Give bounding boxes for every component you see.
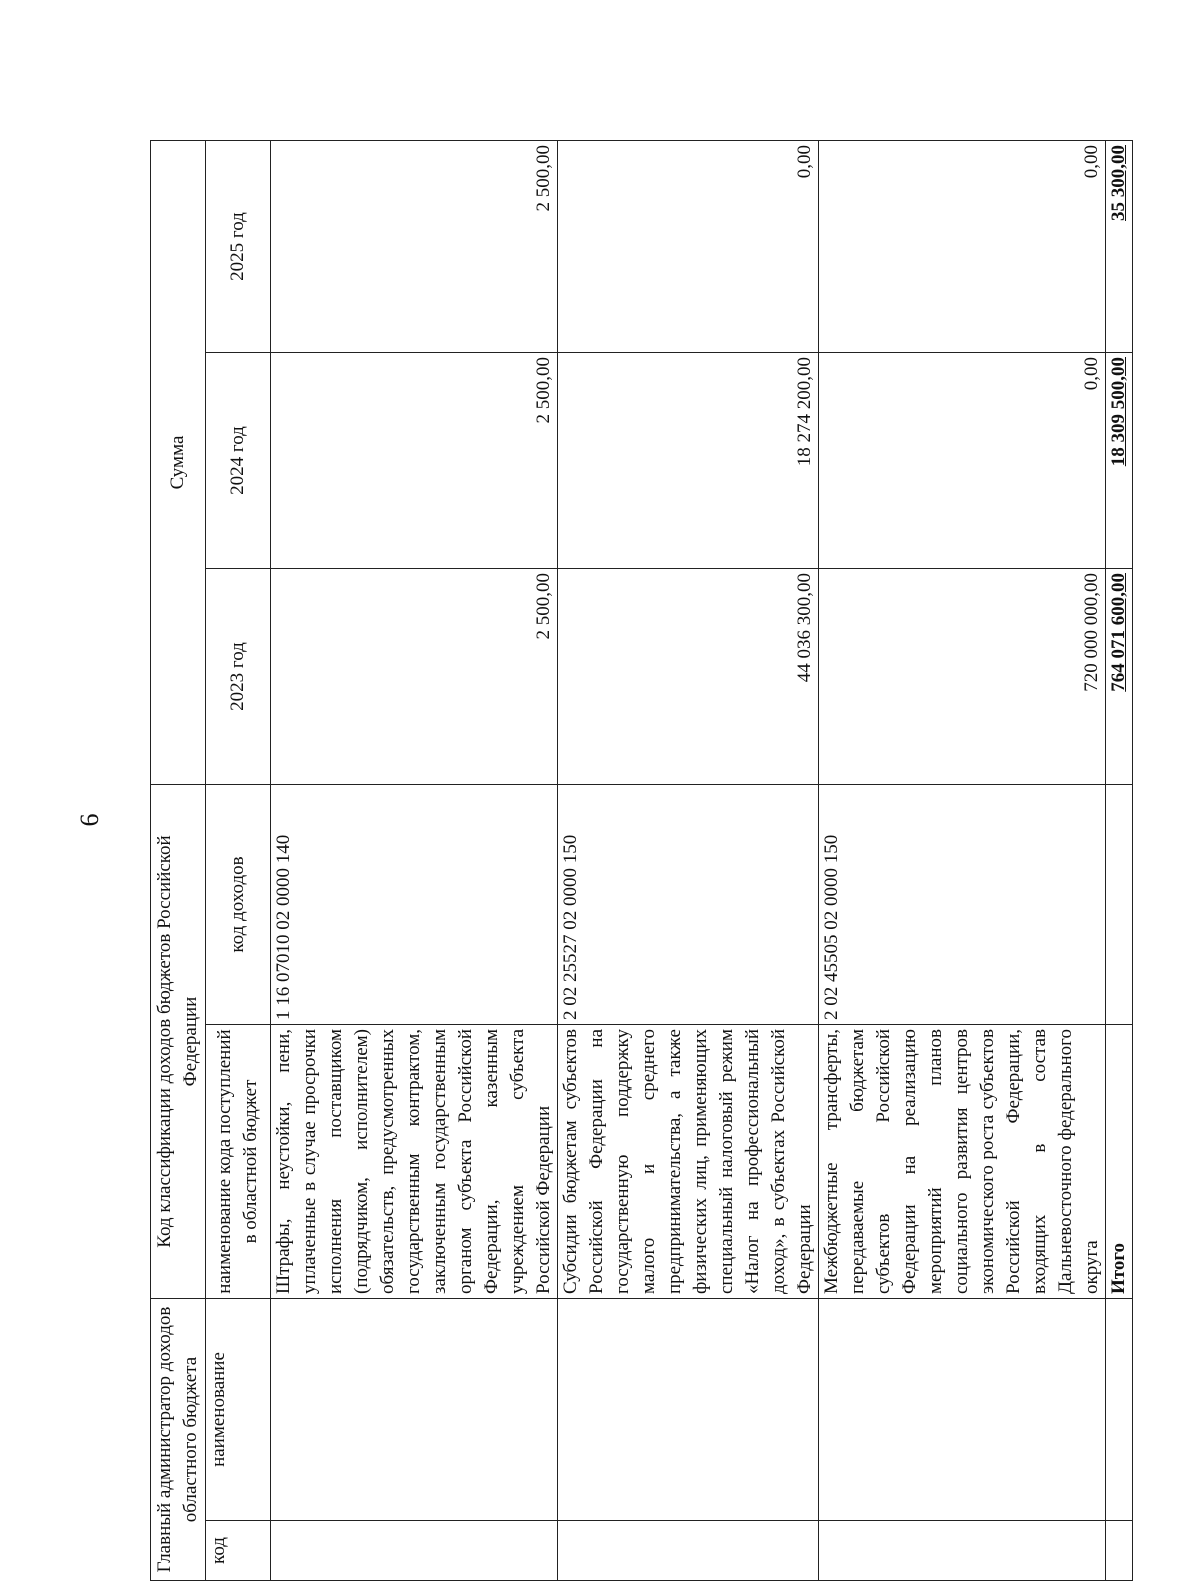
table-row: [558, 141, 819, 1581]
total-amount-2025: 35 300,00: [1106, 141, 1133, 353]
total-row: [1106, 141, 1133, 1581]
row-amount-2023: 720 000 000,00: [819, 569, 1106, 785]
row-amount-2023: 2 500,00: [271, 569, 558, 785]
table-row: [271, 141, 558, 1581]
sum-group-header: Сумма: [151, 141, 206, 785]
row-amount-2025: 2 500,00: [271, 141, 558, 353]
rotated-table-container: [150, 141, 1129, 1581]
row-receipt-name: Штрафы, неустойки, пени, уплаченные в случае просрочки исполнения поставщиком (подрядчиком, исполнителем) обязательств, предусмотренных государственным контрактом, заключенным государственным органом субъекта Российской Федерации, казенным учреждением субъекта Российской Федерации: [271, 1025, 558, 1299]
total-amount-2024: 18 309 500,00: [1106, 353, 1133, 569]
row-code: [271, 1521, 558, 1581]
row-receipt-name: Межбюджетные трансферты, передаваемые бюджетам субъектов Российской Федерации на реализацию мероприятий планов социального развития центров экономического роста субъектов Российской Федерации, входящих в состав Дальневосточного федерального округа: [819, 1025, 1106, 1299]
total-label: Итого: [1106, 1025, 1133, 1299]
total-code-cell: [1106, 1521, 1133, 1581]
total-name-cell: [1106, 1299, 1133, 1521]
table-row: [819, 141, 1106, 1581]
year-2025-header: 2025 год: [206, 141, 271, 353]
total-income-code-cell: [1106, 785, 1133, 1025]
row-code: [819, 1521, 1106, 1581]
year-2024-header: 2024 год: [206, 353, 271, 569]
classification-group-header: Код классификации доходов бюджетов Российской Федерации: [151, 785, 206, 1299]
row-amount-2025: 0,00: [558, 141, 819, 353]
row-amount-2024: 0,00: [819, 353, 1106, 569]
row-name: [819, 1299, 1106, 1521]
row-amount-2023: 44 036 300,00: [558, 569, 819, 785]
row-code: [558, 1521, 819, 1581]
page-number: 6: [75, 813, 104, 827]
row-name: [558, 1299, 819, 1521]
admin-group-header: Главный администратор доходов областного бюджета: [151, 1299, 206, 1581]
row-income-code: 1 16 07010 02 0000 140: [271, 785, 558, 1025]
income-code-column-header: код доходов: [206, 785, 271, 1025]
code-column-header: код: [206, 1521, 271, 1581]
row-amount-2024: 18 274 200,00: [558, 353, 819, 569]
row-amount-2024: 2 500,00: [271, 353, 558, 569]
name-column-header: наименование: [206, 1299, 271, 1521]
row-income-code: 2 02 25527 02 0000 150: [558, 785, 819, 1025]
row-name: [271, 1299, 558, 1521]
row-income-code: 2 02 45505 02 0000 150: [819, 785, 1106, 1025]
total-amount-2023: 764 071 600,00: [1106, 569, 1133, 785]
year-2023-header: 2023 год: [206, 569, 271, 785]
row-receipt-name: Субсидии бюджетам субъектов Российской Федерации на государственную поддержку малого и среднего предпринимательства, а также физических лиц, применяющих специальный налоговый режим «Налог на профессиональный доход», в субъектах Российской Федерации: [558, 1025, 819, 1299]
income-classification-table: [150, 140, 1133, 1581]
row-amount-2025: 0,00: [819, 141, 1106, 353]
receipt-name-column-header: наименование кода поступлений в областной бюджет: [206, 1025, 271, 1299]
